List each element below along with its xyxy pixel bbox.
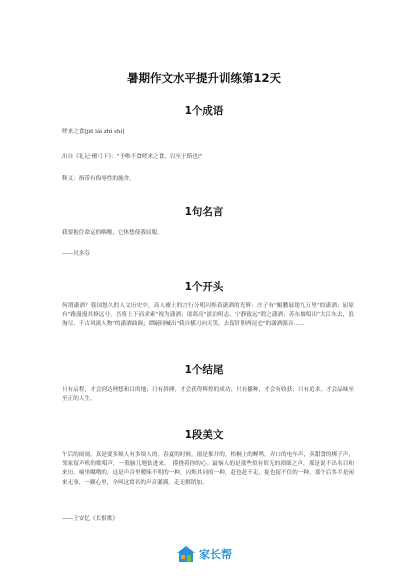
- brand-logo-text: 家长帮: [199, 548, 232, 561]
- idiom-source: 出自《礼记·檀弓下》："予唯不食嗟来之食，以至于斯也!": [62, 154, 203, 160]
- passage-attribution: ——王安忆《长恨歌》: [62, 516, 118, 522]
- quote-author: ——贝多芬: [62, 251, 90, 257]
- house-logo-icon: [176, 545, 196, 563]
- section-heading-opening: 1个开头: [184, 281, 224, 293]
- brand-logo: [176, 544, 232, 564]
- idiom-term: 嗟来之食[jiē lái zhī shí]: [62, 129, 125, 135]
- opening-paragraph: 何谓潇洒？我国悠久的人文历史中，高人雅士的言行分明闪烁着潇洒的光辉：庄子有"鲲鹏展翅九万里"的潇洒；屈原有"路漫漫其修远兮，吾将上下而求索"视为潇洒；诸葛亮"淡泊明志，宁静致远"谓之潇洒；苏东坡唱出"大江东去，浪淘尽，千古风流人物"的潇洒曲调；谭嗣同喊出"我自横刀向天笑，去留肝胆两昆仑"的潇洒强音……: [62, 303, 354, 328]
- section-heading-passage: 1段美文: [184, 429, 224, 441]
- section-heading-idiom: 1个成语: [184, 105, 224, 117]
- document-title: 暑期作文水平提升训练第12天: [126, 71, 281, 85]
- ending-paragraph: 只有启程，才会到达理想和目的地；只有拼搏，才会获得辉煌的成功；只有播种，才会有收获；只有追求，才会品味至至正的人生。: [62, 387, 354, 403]
- section-heading-ending: 1个结尾: [184, 364, 224, 376]
- section-heading-quote: 1句名言: [184, 206, 224, 218]
- quote-text: 我要扼住命运的咽喉，它休想使我屈服。: [62, 230, 163, 236]
- idiom-meaning: 释义：指带有侮辱性的施舍。: [62, 176, 135, 182]
- passage-paragraph: 午后的闹闹，真是要多烦人有多烦人的。春夏的时候，窗是推开的，梧桐上的蝉鸣，弄口的电车声，卖甜食的梆子声，邻家留声机的歌唱声，一股脑儿地钻进来。 摸挠着你的心。最恼人的是那些似有似无的琐细之声，那是说不出名目和来历，嘀里嘟噜的，这是声音里暧昧不明的一种，闪烁其词的一种，赶也赶不走，捉也捉不住的一种，那午后多半是闲来无事，一颗心里，全叫这窝名的声音灌满，走无解销加。: [62, 452, 354, 486]
